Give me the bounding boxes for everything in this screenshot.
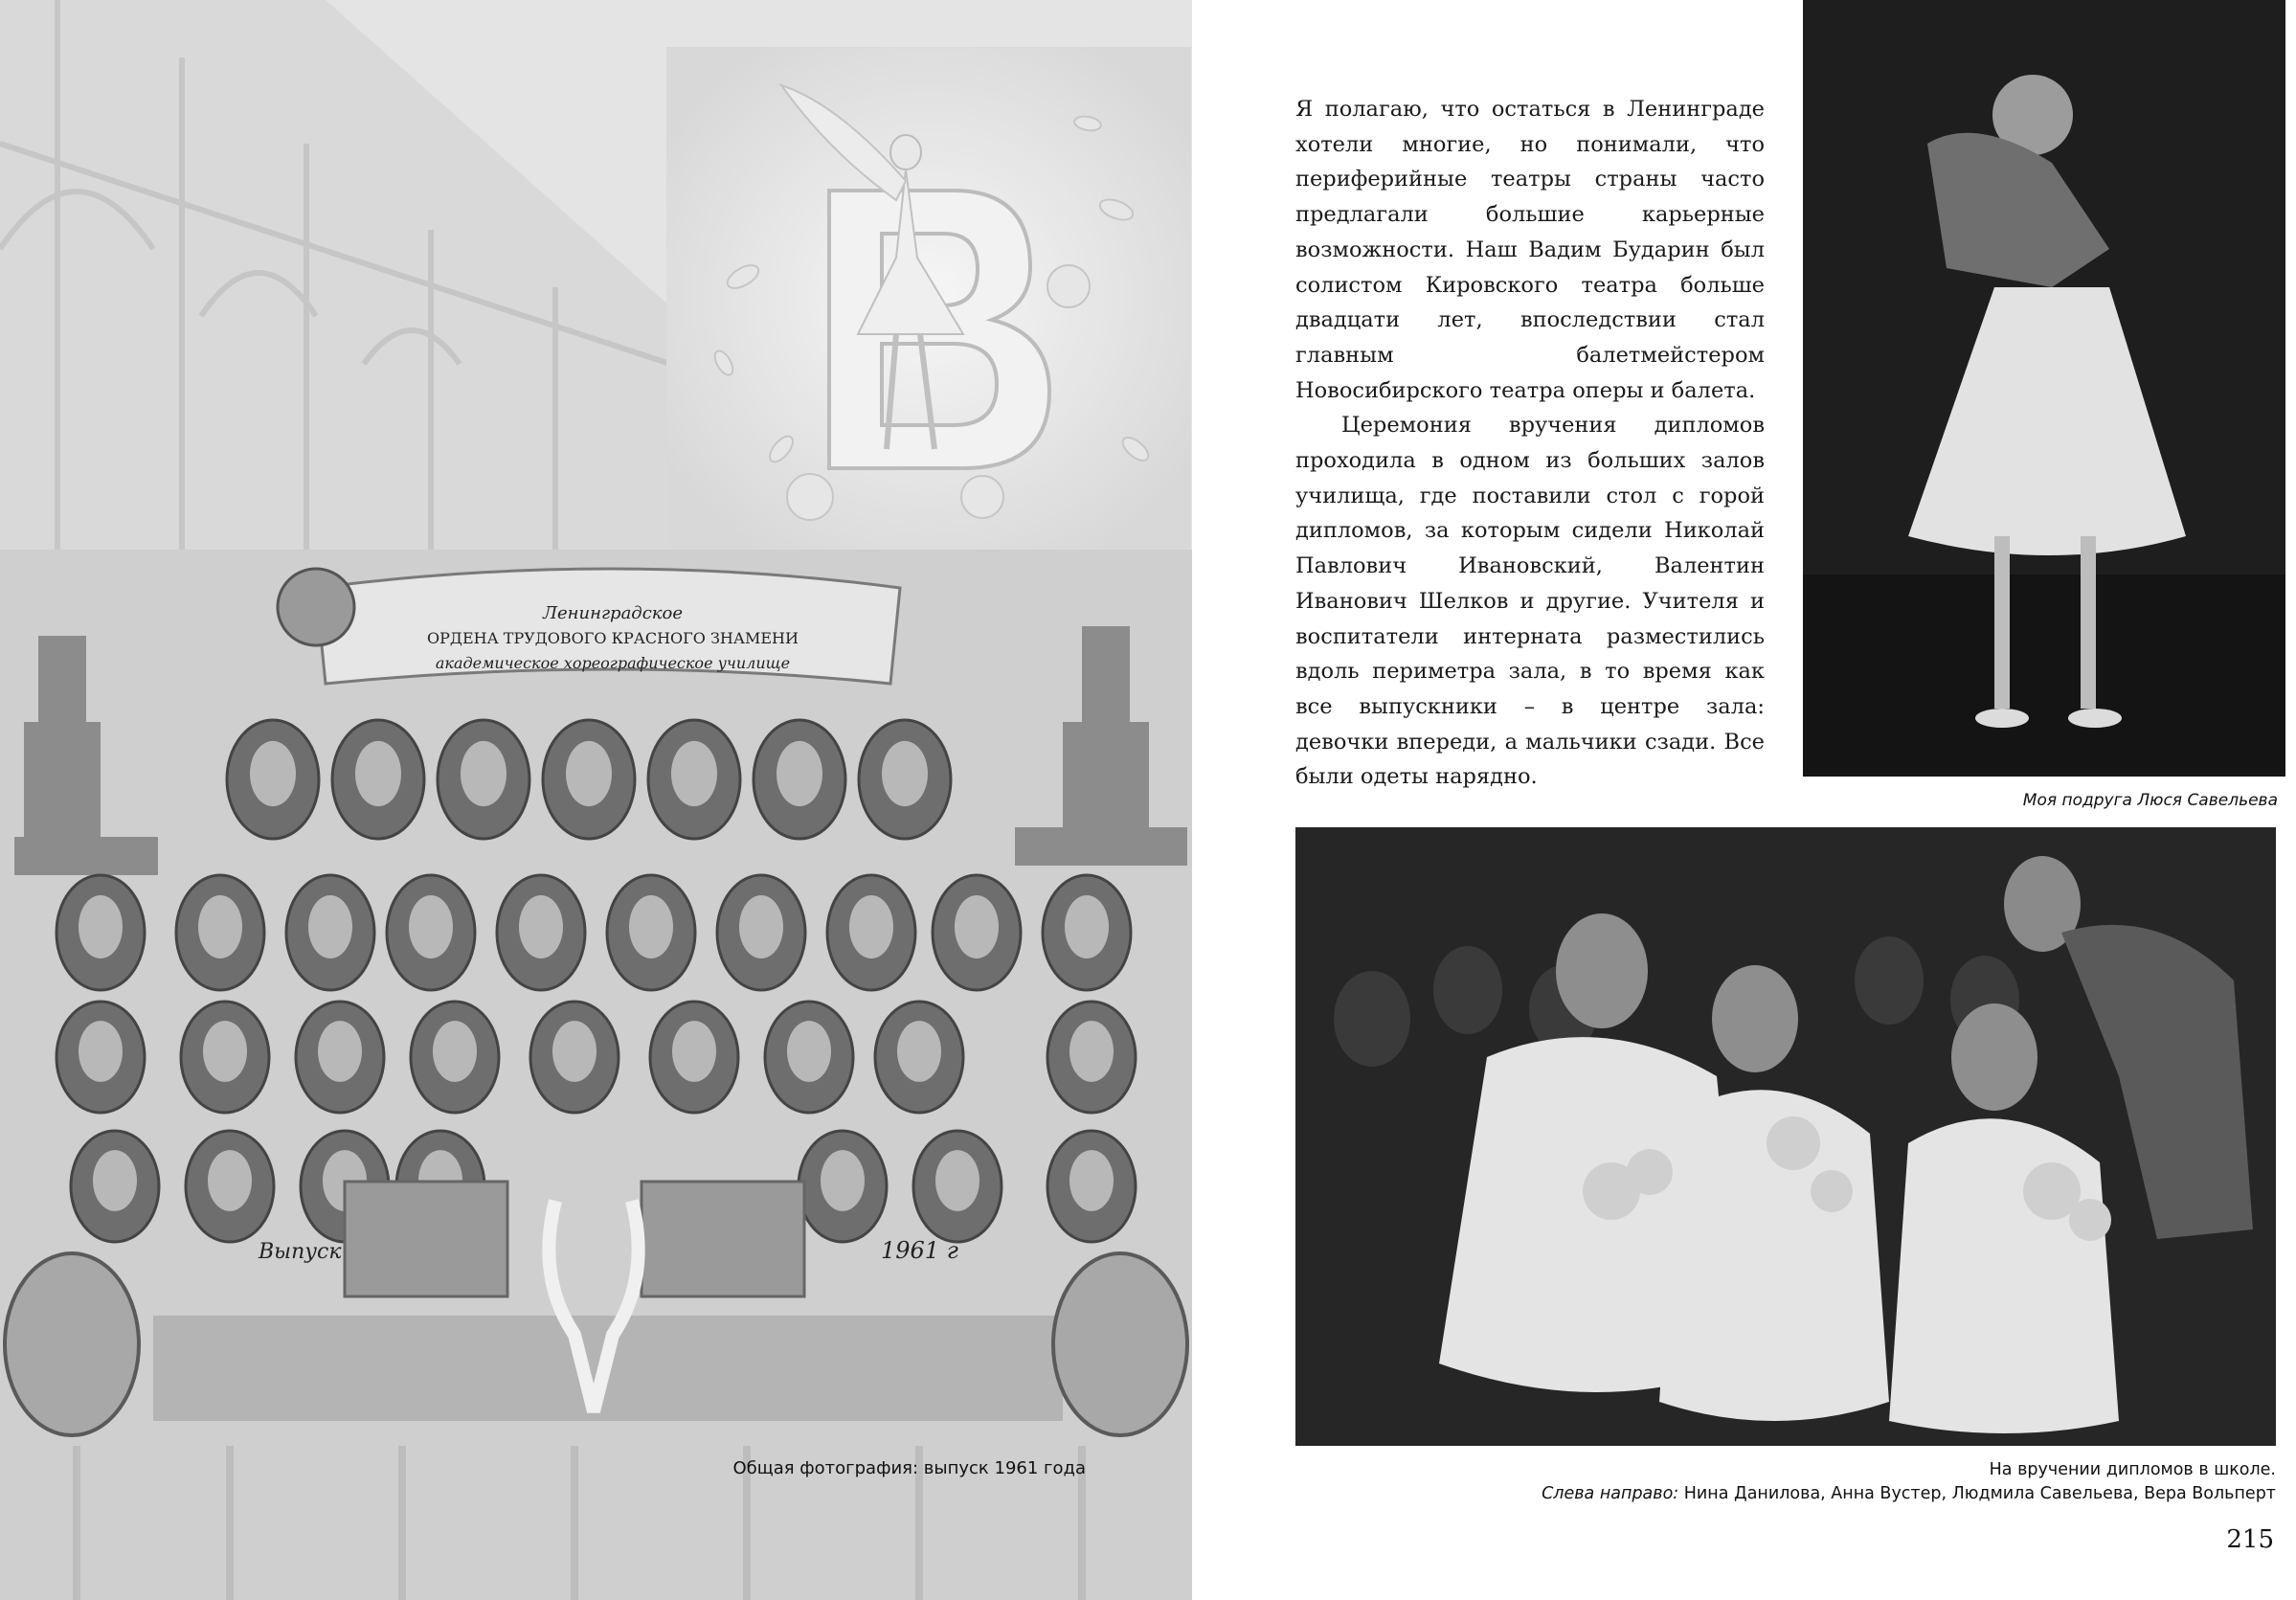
graduate-face: [897, 1021, 941, 1082]
collage-caption: Общая фотография: выпуск 1961 года: [732, 1458, 1086, 1478]
graduate-face: [552, 1021, 597, 1082]
ceremony-photo: [1295, 827, 2276, 1446]
graduate-face: [739, 895, 783, 958]
graduate-face: [79, 895, 123, 958]
ceremony-caption-names: Нина Данилова, Анна Вустер, Людмила Савельева, Вера Вольперт: [1678, 1484, 2276, 1503]
graduate-face: [1069, 1150, 1114, 1211]
year-label: 1961 г: [881, 1237, 958, 1264]
graduate-face: [821, 1150, 865, 1211]
graduate-face: [318, 1021, 362, 1082]
graduate-face: [355, 741, 401, 806]
portrait-photo: [1803, 0, 2285, 777]
ceremony-caption: [1295, 1458, 2276, 1506]
graduate-face: [935, 1150, 979, 1211]
svg-text:ОРДЕНА ТРУДОВОГО КРАСНОГО ЗНАМ: ОРДЕНА ТРУДОВОГО КРАСНОГО ЗНАМЕНИ: [427, 629, 799, 647]
body-text: [1295, 92, 1765, 795]
graduation-collage-photo: [0, 550, 1192, 1446]
graduate-face: [787, 1021, 831, 1082]
graduate-face: [409, 895, 453, 958]
portrait-caption: Моя подруга Люся Савельева: [2022, 791, 2278, 810]
graduate-face: [629, 895, 673, 958]
graduate-face: [671, 741, 717, 806]
ornamental-letter-photo: [666, 47, 1191, 551]
svg-text:Ленинградское: Ленинградское: [542, 603, 684, 623]
graduate-face: [208, 1150, 252, 1211]
svg-text:академическое хореографическое: академическое хореографическое училище: [435, 654, 791, 672]
graduate-face: [1065, 895, 1109, 958]
paragraph-2: Церемония вручения дипломов проходила в одном из больших залов училища, где поставили стол с горой дипломов, за которым сидели Николай Павлович Ивановский, Валентин Иванович Шелков и другие. Учителя и воспитатели интерната разместились вдоль периметра зала, в то время как все выпускники – в центре зала: девочки впереди, а мальчики сзади. Все были одеты нарядно.: [1295, 413, 1765, 790]
graduate-face: [849, 895, 893, 958]
paragraph-1: Я полагаю, что остаться в Ленинграде хотели многие, но понимали, что периферийные театры страны часто предлагали большие карьерные возможности. Наш Вадим Бударин был солистом Кировского театра больше двадцати лет, впоследствии стал главным балетмейстером Новосибирского театра оперы и балета.: [1295, 97, 1765, 403]
school-banner: [278, 569, 900, 684]
graduate-face: [203, 1021, 247, 1082]
right-page: [1192, 0, 2296, 1600]
graduate-face: [777, 741, 822, 806]
graduate-face: [250, 741, 296, 806]
graduate-face: [672, 1021, 716, 1082]
graduate-face: [93, 1150, 137, 1211]
graduate-face: [955, 895, 999, 958]
graduate-face: [882, 741, 928, 806]
graduate-face: [308, 895, 352, 958]
page-number: 215: [2226, 1525, 2274, 1554]
graduate-face: [461, 741, 506, 806]
graduate-face: [433, 1021, 477, 1082]
ceremony-caption-line2: [1295, 1482, 2276, 1506]
graduate-face: [198, 895, 242, 958]
graduate-face: [1069, 1021, 1114, 1082]
ceremony-caption-line1: На вручении дипломов в школе.: [1989, 1460, 2276, 1479]
graduate-face: [519, 895, 563, 958]
issue-label: Выпуск: [259, 1240, 342, 1264]
graduate-face: [79, 1021, 123, 1082]
graduate-face: [566, 741, 612, 806]
ceremony-caption-lead: Слева направо:: [1542, 1484, 1679, 1503]
